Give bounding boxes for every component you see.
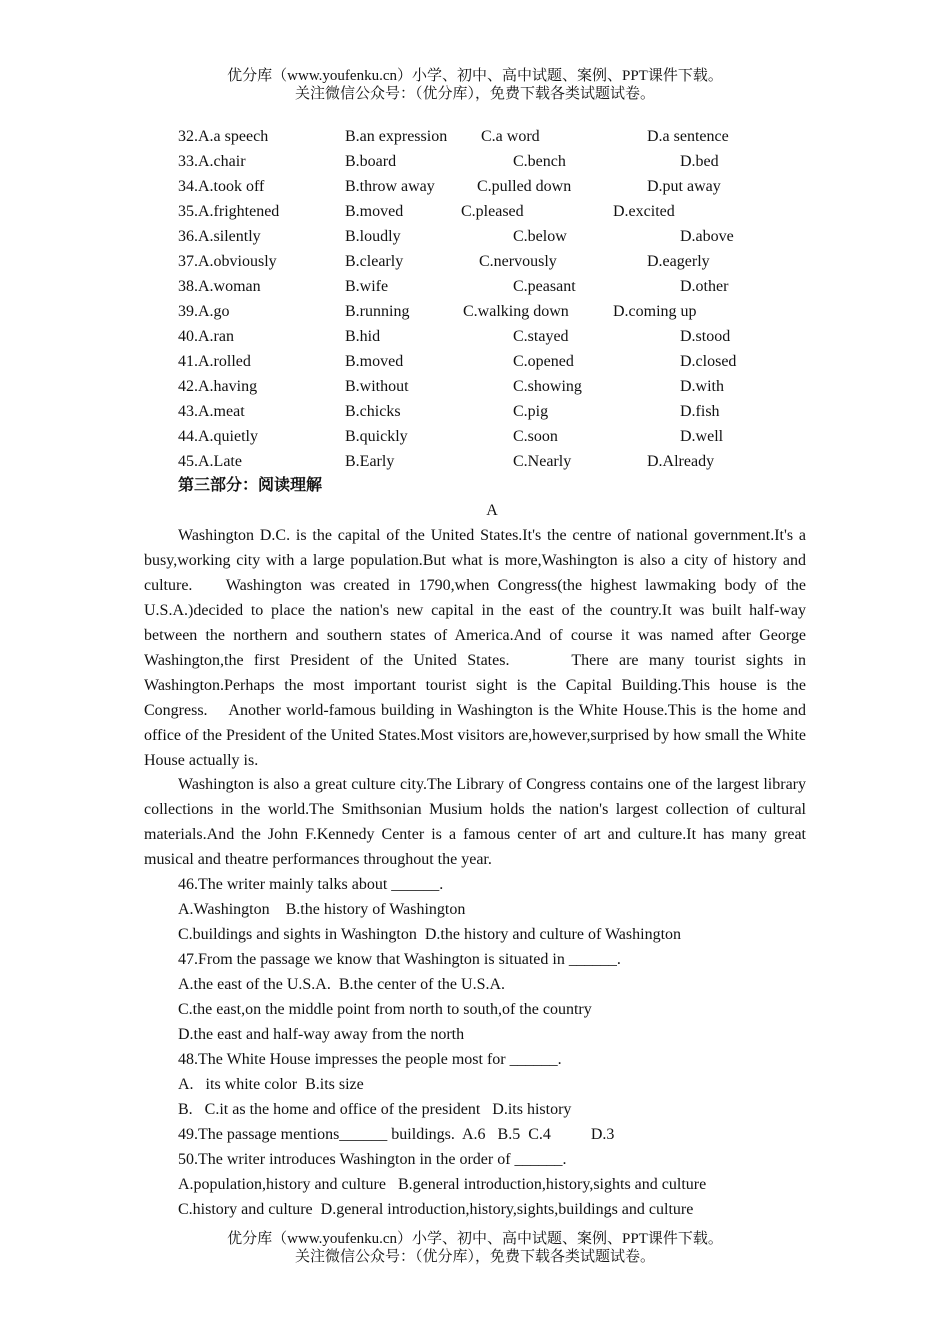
option-d: D.a sentence bbox=[647, 128, 729, 145]
option-a: 39.A.go bbox=[178, 303, 230, 320]
option-b: B.board bbox=[345, 153, 397, 170]
option-d: D.closed bbox=[680, 353, 737, 370]
option-c: C.showing bbox=[513, 378, 582, 395]
question-50-options-ab: A.population,history and culture B.general introduction,history,sights and culture bbox=[178, 1176, 707, 1193]
option-d: D.stood bbox=[680, 328, 731, 345]
option-b: B.throw away bbox=[345, 178, 435, 195]
option-b: B.wife bbox=[345, 278, 389, 295]
option-a: 45.A.Late bbox=[178, 453, 242, 470]
question-50: 50.The writer introduces Washington in the order of ______. bbox=[178, 1151, 567, 1168]
option-b: B.running bbox=[345, 303, 410, 320]
section-title: 第三部分：阅读理解 bbox=[178, 477, 323, 494]
option-d: D.Already bbox=[647, 453, 715, 470]
footer-line-2: 关注微信公众号：（优分库），免费下载各类试题试卷。 bbox=[294, 1249, 655, 1265]
question-47-option-c: C.the east,on the middle point from north to south,of the country bbox=[178, 1001, 592, 1018]
option-c: C.peasant bbox=[513, 278, 576, 295]
question-46-options-cd: C.buildings and sights in Washington D.the history and culture of Washington bbox=[178, 926, 682, 943]
option-b: B.without bbox=[345, 378, 409, 395]
question-47-option-d: D.the east and half-way away from the north bbox=[178, 1026, 465, 1043]
option-b: B.quickly bbox=[345, 428, 408, 445]
option-a: 43.A.meat bbox=[178, 403, 245, 420]
option-a: 36.A.silently bbox=[178, 228, 261, 245]
question-48: 48.The White House impresses the people most for ______. bbox=[178, 1051, 562, 1068]
question-47: 47.From the passage we know that Washington is situated in ______. bbox=[178, 951, 621, 968]
passage-paragraph-2: Washington is also a great culture city.The Library of Congress contains one of the largest library collections in the world.The Smithsonian Musium holds the nation's largest collection of cultural materials.And the John F.Kennedy Center is a famous center of art and culture.It has many great musical and theatre performances throughout the year. bbox=[144, 776, 806, 868]
option-d: D.fish bbox=[680, 403, 720, 420]
question-46: 46.The writer mainly talks about ______. bbox=[178, 876, 444, 893]
option-c: C.pleased bbox=[461, 203, 524, 220]
option-c: C.nervously bbox=[479, 253, 557, 270]
option-d: D.well bbox=[680, 428, 724, 445]
question-48-options-ab: A. its white color B.its size bbox=[178, 1076, 364, 1093]
option-a: 41.A.rolled bbox=[178, 353, 251, 370]
option-a: 44.A.quietly bbox=[178, 428, 258, 445]
footer-line-1: 优分库（www.youfenku.cn）小学、初中、高中试题、案例、PPT课件下载。 bbox=[227, 1231, 723, 1247]
option-a: 33.A.chair bbox=[178, 153, 246, 170]
option-b: B.hid bbox=[345, 328, 381, 345]
question-46-options-ab: A.Washington B.the history of Washington bbox=[178, 901, 466, 918]
option-b: B.loudly bbox=[345, 228, 401, 245]
option-d: D.eagerly bbox=[647, 253, 710, 270]
option-d: D.above bbox=[680, 228, 734, 245]
option-b: B.clearly bbox=[345, 253, 404, 270]
passage-title: A bbox=[486, 502, 498, 519]
question-49: 49.The passage mentions______ buildings. A.6 B.5 C.4 D.3 bbox=[178, 1126, 615, 1143]
option-c: C.stayed bbox=[513, 328, 569, 345]
page-header bbox=[0, 67, 950, 103]
passage-paragraph-1: Washington D.C. is the capital of the United States.It's the centre of national government.It's a busy,working city with a large population.But what is more,Washington is also a city of history and culture. Washington was created in 1790,when Congress(the highest lawmaking body of the U.S.A.)decided to place the nation's new capital in the east of the country.It was built half-way between the northern and southern states of America.And of course it was named after George Washington,the first President of the United States. There are many tourist sights in Washington.Perhaps the most important tourist sight is the Capital Building.This house is the Congress. Another world-famous building in Washington is the White House.This is the home and office of the President of the United States.Most visitors are,however,surprised by how small the White House actually is. bbox=[144, 527, 806, 769]
option-a: 42.A.having bbox=[178, 378, 258, 395]
question-48-options-cd: B. C.it as the home and office of the president D.its history bbox=[178, 1101, 572, 1118]
option-c: C.bench bbox=[513, 153, 566, 170]
option-c: C.pulled down bbox=[477, 178, 572, 195]
option-d: D.excited bbox=[613, 203, 675, 220]
option-d: D.bed bbox=[680, 153, 719, 170]
question-50-options-cd: C.history and culture D.general introduction,history,sights,buildings and culture bbox=[178, 1201, 694, 1218]
header-line-1: 优分库（www.youfenku.cn）小学、初中、高中试题、案例、PPT课件下载。 bbox=[227, 68, 723, 84]
option-a: 34.A.took off bbox=[178, 178, 265, 195]
option-d: D.coming up bbox=[613, 303, 697, 320]
option-c: C.Nearly bbox=[513, 453, 572, 470]
option-c: C.soon bbox=[513, 428, 558, 445]
header-line-2: 关注微信公众号：（优分库），免费下载各类试题试卷。 bbox=[294, 86, 655, 102]
page-footer bbox=[0, 1230, 950, 1266]
question-47-options-ab: A.the east of the U.S.A. B.the center of the U.S.A. bbox=[178, 976, 506, 993]
option-a: 38.A.woman bbox=[178, 278, 261, 295]
option-b: B.Early bbox=[345, 453, 395, 470]
option-c: C.walking down bbox=[463, 303, 569, 320]
option-a: 40.A.ran bbox=[178, 328, 234, 345]
option-c: C.pig bbox=[513, 403, 549, 420]
option-a: 32.A.a speech bbox=[178, 128, 269, 145]
option-d: D.other bbox=[680, 278, 729, 295]
option-c: C.opened bbox=[513, 353, 574, 370]
option-c: C.below bbox=[513, 228, 567, 245]
option-c: C.a word bbox=[481, 128, 540, 145]
option-b: B.an expression bbox=[345, 128, 448, 145]
option-b: B.moved bbox=[345, 353, 404, 370]
option-b: B.chicks bbox=[345, 403, 401, 420]
option-a: 37.A.obviously bbox=[178, 253, 277, 270]
option-d: D.put away bbox=[647, 178, 721, 195]
option-b: B.moved bbox=[345, 203, 404, 220]
option-a: 35.A.frightened bbox=[178, 203, 280, 220]
option-d: D.with bbox=[680, 378, 724, 395]
